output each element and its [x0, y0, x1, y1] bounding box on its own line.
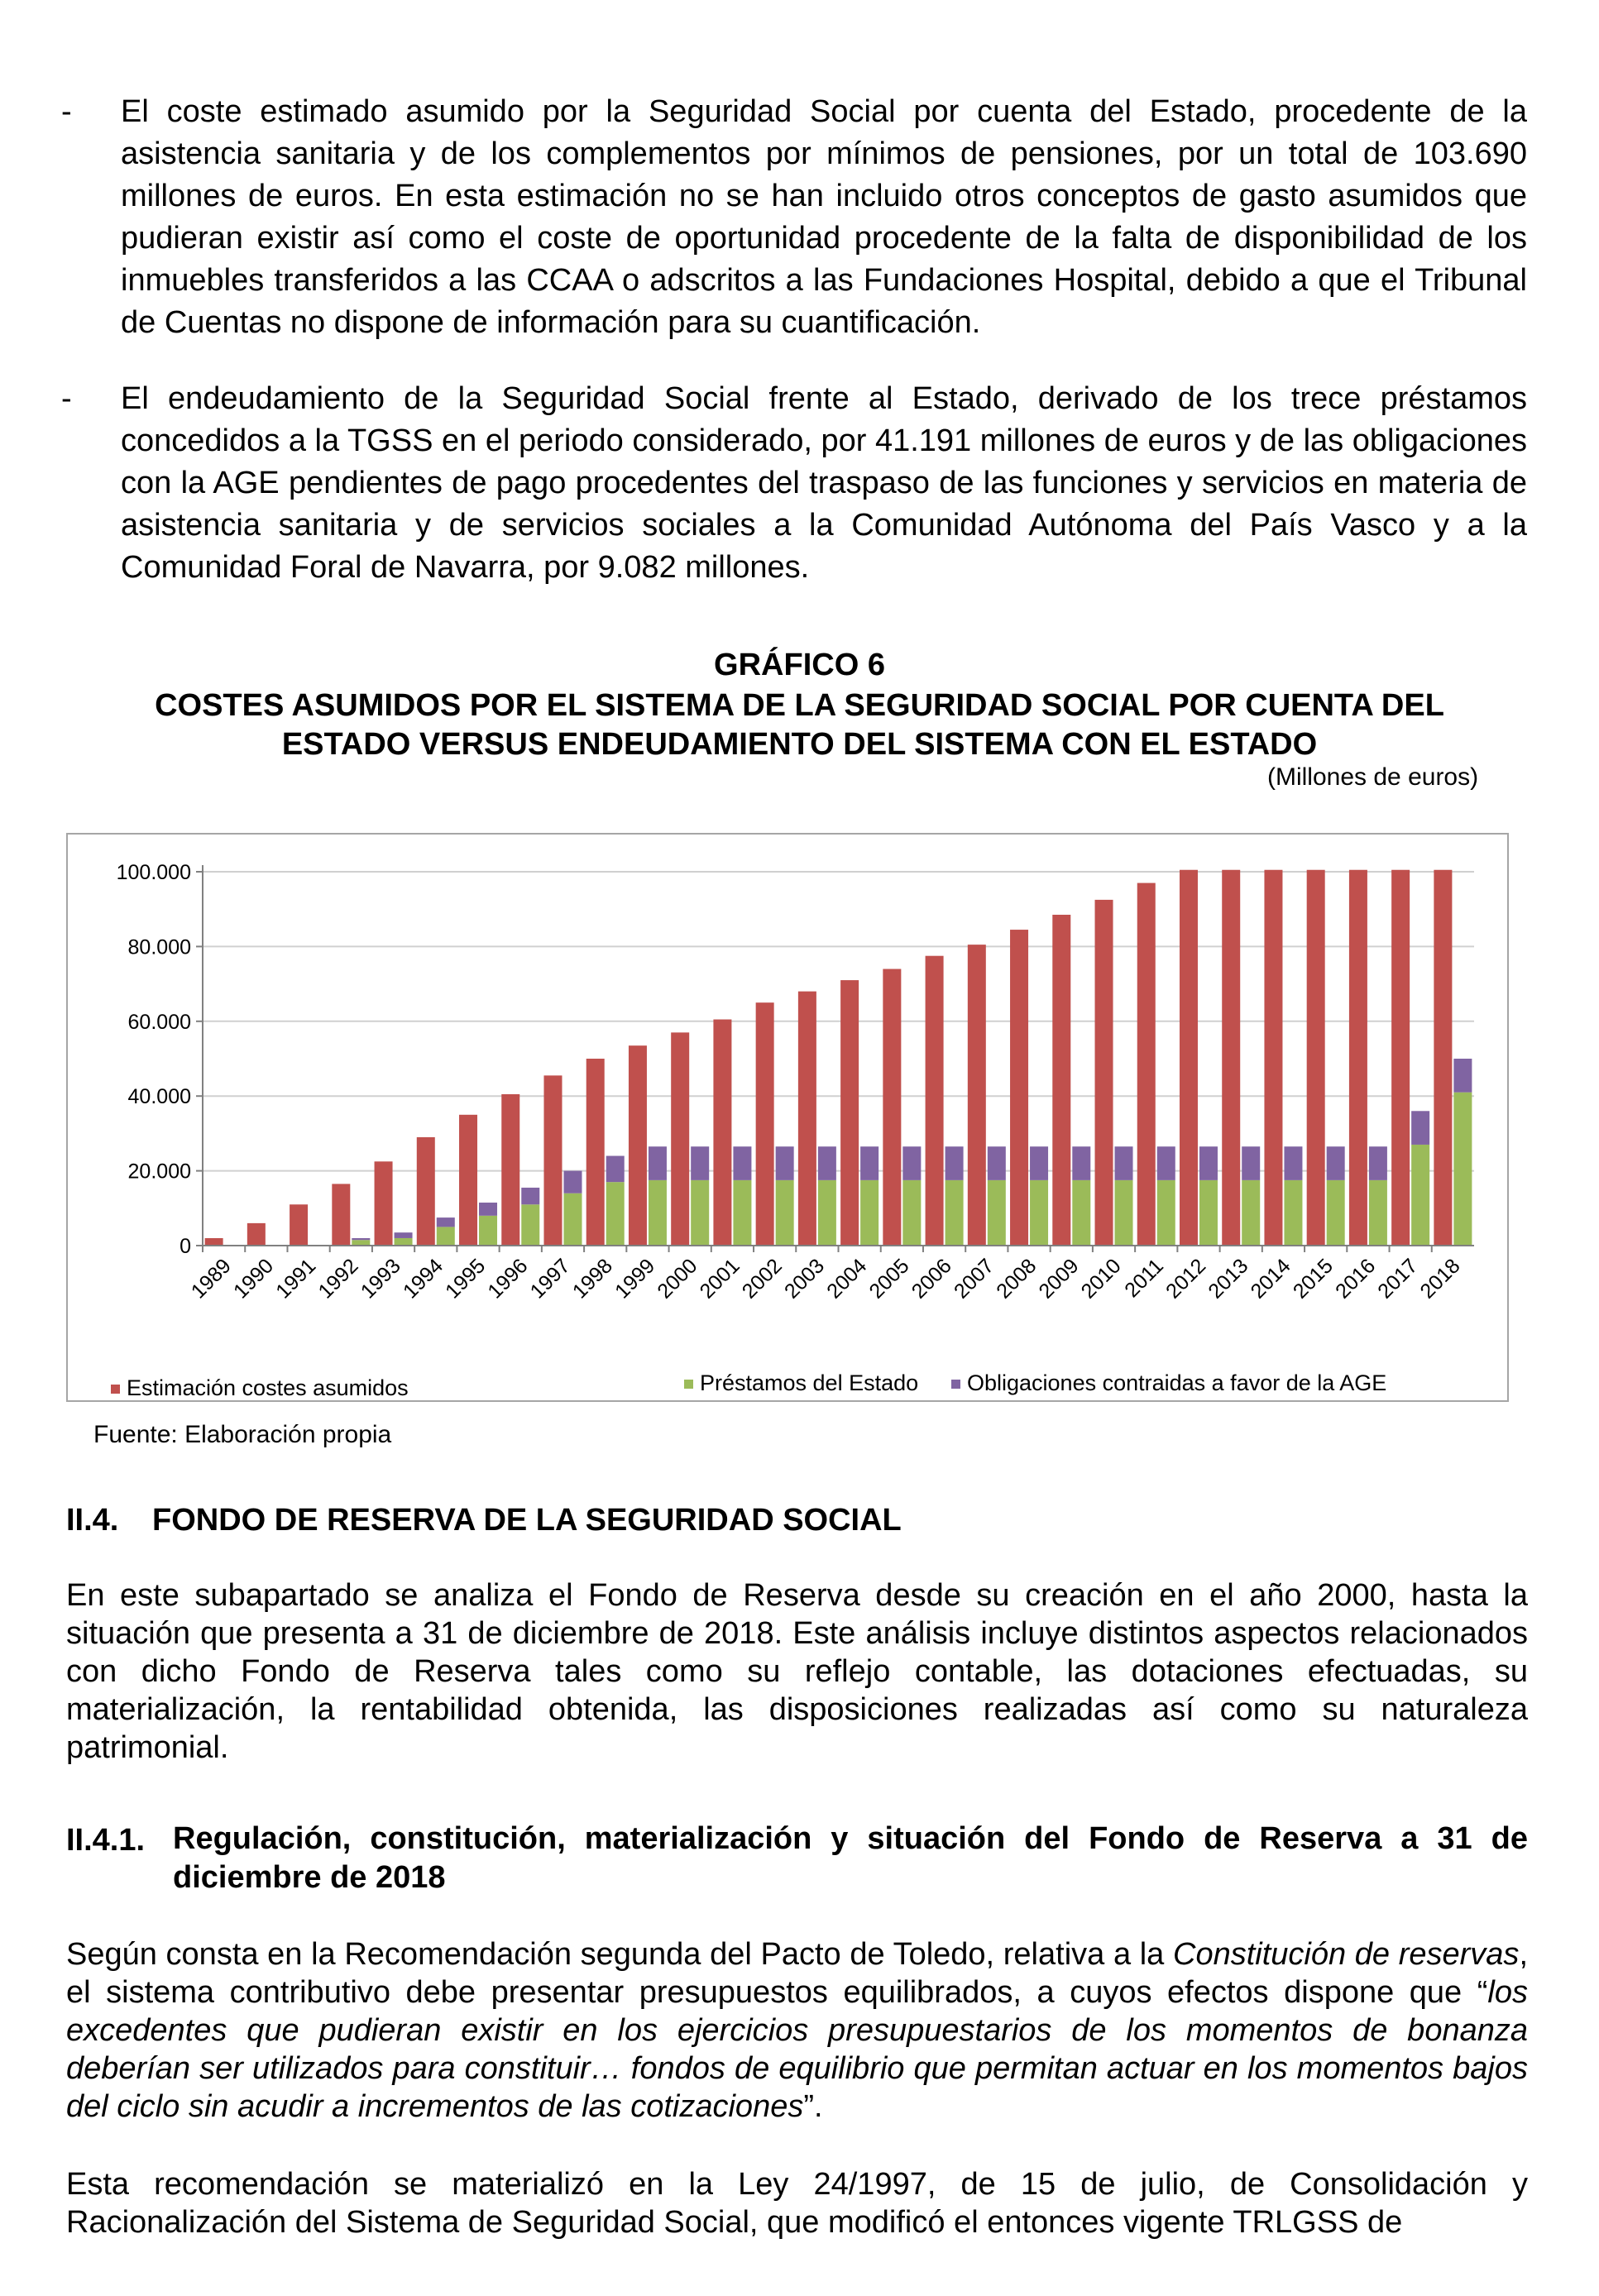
- bar-costes-2010: [1095, 900, 1113, 1246]
- bar-costes-2015: [1307, 870, 1325, 1246]
- bar-costes-2009: [1052, 915, 1070, 1246]
- bar-costes-1994: [417, 1137, 435, 1246]
- bar-prestamos-2009: [1072, 1180, 1090, 1246]
- x-tick-label: 2017: [1373, 1254, 1423, 1303]
- bar-obligaciones-2000: [691, 1146, 709, 1180]
- bar-obligaciones-1993: [395, 1232, 413, 1238]
- bar-costes-1999: [629, 1045, 647, 1246]
- bar-obligaciones-1999: [649, 1146, 667, 1180]
- figure-label: GRÁFICO 6: [714, 648, 885, 682]
- section-intro: En este subapartado se analiza el Fondo de Reserva desde su creación en el año 2000, hasta la situación que presenta a 31 de diciembre de 2018. Este análisis incluye distintos aspectos relacionados con dicho Fondo de Reserva tales como su reflejo contable, las dotaciones efectuadas, su materialización, la rentabilidad obtenida, las disposiciones realizadas así como su naturaleza patrimonial.: [66, 1578, 1528, 1765]
- bar-prestamos-2004: [860, 1180, 878, 1246]
- bar-prestamos-1995: [479, 1216, 497, 1246]
- bar-obligaciones-2002: [776, 1146, 794, 1180]
- bar-costes-2016: [1349, 870, 1367, 1246]
- bar-prestamos-2010: [1115, 1180, 1133, 1246]
- bar-costes-2005: [883, 969, 901, 1246]
- bar-costes-2014: [1264, 870, 1282, 1246]
- subsection-number: II.4.1.: [66, 1823, 146, 1858]
- bar-costes-1992: [332, 1184, 350, 1246]
- section-title: FONDO DE RESERVA DE LA SEGURIDAD SOCIAL: [152, 1503, 902, 1538]
- figure-title-line2: ESTADO VERSUS ENDEUDAMIENTO DEL SISTEMA CON EL ESTADO: [281, 727, 1318, 762]
- bar-prestamos-1998: [606, 1182, 625, 1246]
- x-tick-label: 2005: [864, 1254, 914, 1303]
- x-tick-label: 2008: [992, 1254, 1041, 1303]
- legend-item: [684, 1370, 918, 1395]
- bar-obligaciones-2013: [1242, 1146, 1260, 1180]
- pacto-toledo-paragraph: [66, 1935, 1528, 2126]
- legend-item: [111, 1375, 409, 1400]
- x-tick-label: 2001: [695, 1254, 744, 1303]
- bar-obligaciones-2005: [902, 1146, 921, 1180]
- bar-prestamos-2018: [1453, 1093, 1472, 1246]
- bar-costes-1990: [247, 1223, 266, 1246]
- y-tick-label: 40.000: [127, 1085, 191, 1109]
- bar-prestamos-2011: [1157, 1180, 1175, 1246]
- bar-obligaciones-2017: [1411, 1111, 1429, 1145]
- bar-prestamos-1992: [352, 1240, 370, 1246]
- legend-swatch: [111, 1385, 120, 1394]
- bar-prestamos-2001: [733, 1180, 751, 1246]
- bar-costes-1991: [290, 1204, 308, 1246]
- bar-costes-2008: [1010, 930, 1028, 1246]
- bar-obligaciones-2008: [1030, 1146, 1048, 1180]
- pacto-text-1: Según consta en la Recomendación segunda del Pacto de Toledo, relativa a la: [66, 1937, 1173, 1972]
- bar-costes-1995: [459, 1115, 477, 1246]
- bar-costes-2001: [713, 1020, 731, 1246]
- bar-costes-2004: [840, 980, 859, 1246]
- x-tick-label: 1999: [610, 1254, 660, 1303]
- bar-costes-2013: [1222, 870, 1240, 1246]
- bar-prestamos-1996: [521, 1204, 539, 1246]
- figure-units: (Millones de euros): [1267, 763, 1479, 791]
- x-tick-label: 1996: [483, 1254, 533, 1303]
- y-tick-label: 20.000: [127, 1160, 191, 1184]
- bar-obligaciones-2010: [1115, 1146, 1133, 1180]
- legend-label: Estimación costes asumidos: [127, 1375, 409, 1400]
- legend-swatch: [951, 1380, 960, 1389]
- bar-obligaciones-1996: [521, 1188, 539, 1204]
- bar-costes-1996: [501, 1094, 519, 1246]
- bar-prestamos-1994: [437, 1227, 455, 1246]
- bar-obligaciones-2009: [1072, 1146, 1090, 1180]
- legend-label: Préstamos del Estado: [700, 1370, 919, 1395]
- bar-prestamos-1997: [563, 1193, 582, 1246]
- bar-costes-2000: [671, 1032, 689, 1246]
- x-tick-label: 2003: [779, 1254, 830, 1303]
- bullet-text-debt: El endeudamiento de la Seguridad Social frente al Estado, derivado de los trece préstamos concedidos a la TGSS en el periodo considerado, por 41.191 millones de euros y de las obligaciones con la AGE pendientes de pago procedentes del traspaso de las funciones y servicios en materia de asistencia sanitaria y de servicios sociales a la Comunidad Autónoma del País Vasco y a la Comunidad Foral de Navarra, por 9.082 millones.: [121, 381, 1527, 585]
- bar-prestamos-2017: [1411, 1145, 1429, 1246]
- x-tick-label: 2009: [1034, 1254, 1084, 1303]
- bar-prestamos-2005: [902, 1180, 921, 1246]
- bar-costes-2002: [756, 1002, 774, 1246]
- bar-obligaciones-2016: [1369, 1146, 1387, 1180]
- x-tick-label: 2011: [1120, 1254, 1168, 1303]
- bullet-text-cost: El coste estimado asumido por la Seguridad Social por cuenta del Estado, procedente de la asistencia sanitaria y de los complementos por mínimos de pensiones, por un total de 103.690 millones de euros. En esta estimación no se han incluido otros conceptos de gasto asumidos que pudieran existir así como el coste de oportunidad procedente de la falta de disponibilidad de los inmuebles transferidos a las CCAA o adscritos a las Fundaciones Hospital, debido a que el Tribunal de Cuentas no dispone de información para su cuantificación.: [121, 94, 1527, 340]
- x-tick-label: 2002: [737, 1254, 787, 1303]
- bar-costes-1989: [205, 1238, 223, 1246]
- bar-prestamos-2007: [988, 1180, 1006, 1246]
- x-tick-label: 1993: [356, 1254, 405, 1303]
- x-tick-label: 1990: [228, 1254, 279, 1303]
- bar-costes-2017: [1391, 870, 1410, 1246]
- bar-obligaciones-2014: [1284, 1146, 1302, 1180]
- bar-prestamos-2002: [776, 1180, 794, 1246]
- bar-costes-2003: [798, 992, 816, 1246]
- pacto-text-3: ”.: [803, 2089, 823, 2124]
- bar-costes-2018: [1434, 870, 1452, 1246]
- y-tick-label: 0: [180, 1235, 191, 1258]
- bullet-dash: -: [61, 381, 72, 416]
- x-tick-label: 1994: [398, 1254, 448, 1303]
- bar-costes-2011: [1137, 883, 1156, 1246]
- bar-prestamos-2008: [1030, 1180, 1048, 1246]
- bullet-dash: -: [61, 94, 72, 129]
- x-tick-label: 2014: [1246, 1254, 1295, 1303]
- x-tick-label: 2015: [1288, 1254, 1338, 1303]
- bar-obligaciones-1994: [437, 1217, 455, 1227]
- bar-costes-2006: [926, 956, 944, 1246]
- y-tick-label: 100.000: [116, 861, 191, 884]
- bar-obligaciones-2011: [1157, 1146, 1175, 1180]
- bar-prestamos-2016: [1369, 1180, 1387, 1246]
- bar-prestamos-2006: [946, 1180, 964, 1246]
- bar-obligaciones-1998: [606, 1156, 625, 1183]
- bar-obligaciones-2006: [946, 1146, 964, 1180]
- bar-obligaciones-1995: [479, 1203, 497, 1216]
- x-tick-label: 1997: [525, 1254, 575, 1303]
- bar-costes-1998: [586, 1059, 605, 1246]
- y-tick-label: 60.000: [127, 1010, 191, 1034]
- bar-prestamos-2003: [818, 1180, 836, 1246]
- pacto-text-2: , el sistema contributivo debe presentar presupuestos equilibrados, a cuyos efectos dispone que “: [66, 1937, 1528, 2010]
- ley-paragraph: Esta recomendación se materializó en la Ley 24/1997, de 15 de julio, de Consolidación y Racionalización del Sistema de Seguridad Social, que modificó el entonces vigente TRLGSS de: [66, 2167, 1528, 2240]
- x-tick-label: 1995: [441, 1254, 491, 1303]
- legend-label: Obligaciones contraidas a favor de la AGE: [967, 1370, 1387, 1395]
- bar-obligaciones-2018: [1453, 1059, 1472, 1093]
- x-tick-label: 2018: [1415, 1254, 1465, 1303]
- y-tick-label: 80.000: [127, 935, 191, 959]
- section-number: II.4.: [66, 1503, 119, 1538]
- bar-obligaciones-1997: [563, 1171, 582, 1193]
- bar-prestamos-2015: [1327, 1180, 1345, 1246]
- figure-source: Fuente: Elaboración propia: [93, 1421, 392, 1448]
- bar-obligaciones-2003: [818, 1146, 836, 1180]
- bar-prestamos-1993: [395, 1238, 413, 1246]
- bar-costes-1993: [375, 1161, 393, 1246]
- x-tick-label: 2013: [1204, 1254, 1253, 1303]
- bar-obligaciones-2015: [1327, 1146, 1345, 1180]
- x-tick-label: 2016: [1331, 1254, 1381, 1303]
- bar-prestamos-1999: [649, 1180, 667, 1246]
- bar-obligaciones-2004: [860, 1146, 878, 1180]
- bar-prestamos-2000: [691, 1180, 709, 1246]
- x-tick-label: 2000: [653, 1254, 702, 1303]
- figure-title-line1: COSTES ASUMIDOS POR EL SISTEMA DE LA SEGURIDAD SOCIAL POR CUENTA DEL: [155, 688, 1444, 723]
- bar-costes-1997: [543, 1075, 562, 1246]
- bar-obligaciones-2012: [1199, 1146, 1218, 1180]
- x-tick-label: 2004: [822, 1254, 872, 1303]
- x-tick-label: 2007: [949, 1254, 999, 1303]
- bar-obligaciones-2001: [733, 1146, 751, 1180]
- pacto-italic-1: Constitución de reservas: [1173, 1937, 1520, 1972]
- subsection-title: Regulación, constitución, materialización y situación del Fondo de Reserva a 31 de diciembre de 2018: [173, 1821, 1528, 1895]
- bar-prestamos-2014: [1284, 1180, 1302, 1246]
- x-tick-label: 1992: [314, 1254, 363, 1303]
- x-tick-label: 2010: [1076, 1254, 1126, 1303]
- pacto-italic-quote: los excedentes que pudieran existir en los ejercicios presupuestarios de los momentos de bonanza deberían ser utilizados para constituir… fondos de equilibrio que permitan actuar en los momentos bajos del ciclo sin acudir a incrementos de las cotizaciones: [66, 1975, 1528, 2124]
- x-tick-label: 2006: [907, 1254, 956, 1303]
- bar-costes-2012: [1180, 870, 1198, 1246]
- x-tick-label: 1991: [271, 1254, 321, 1303]
- bar-prestamos-2012: [1199, 1180, 1218, 1246]
- bar-obligaciones-2007: [988, 1146, 1006, 1180]
- bar-prestamos-2013: [1242, 1180, 1260, 1246]
- x-tick-label: 2012: [1161, 1254, 1211, 1303]
- bar-chart: [68, 835, 1507, 1400]
- section-heading: [66, 1500, 902, 1541]
- x-tick-label: 1998: [567, 1254, 617, 1303]
- bar-costes-2007: [968, 945, 986, 1246]
- bar-obligaciones-1992: [352, 1238, 370, 1240]
- x-tick-label: 1989: [186, 1254, 236, 1303]
- legend-item: [951, 1370, 1386, 1395]
- legend-swatch: [684, 1380, 693, 1389]
- chart-frame: [66, 833, 1509, 1402]
